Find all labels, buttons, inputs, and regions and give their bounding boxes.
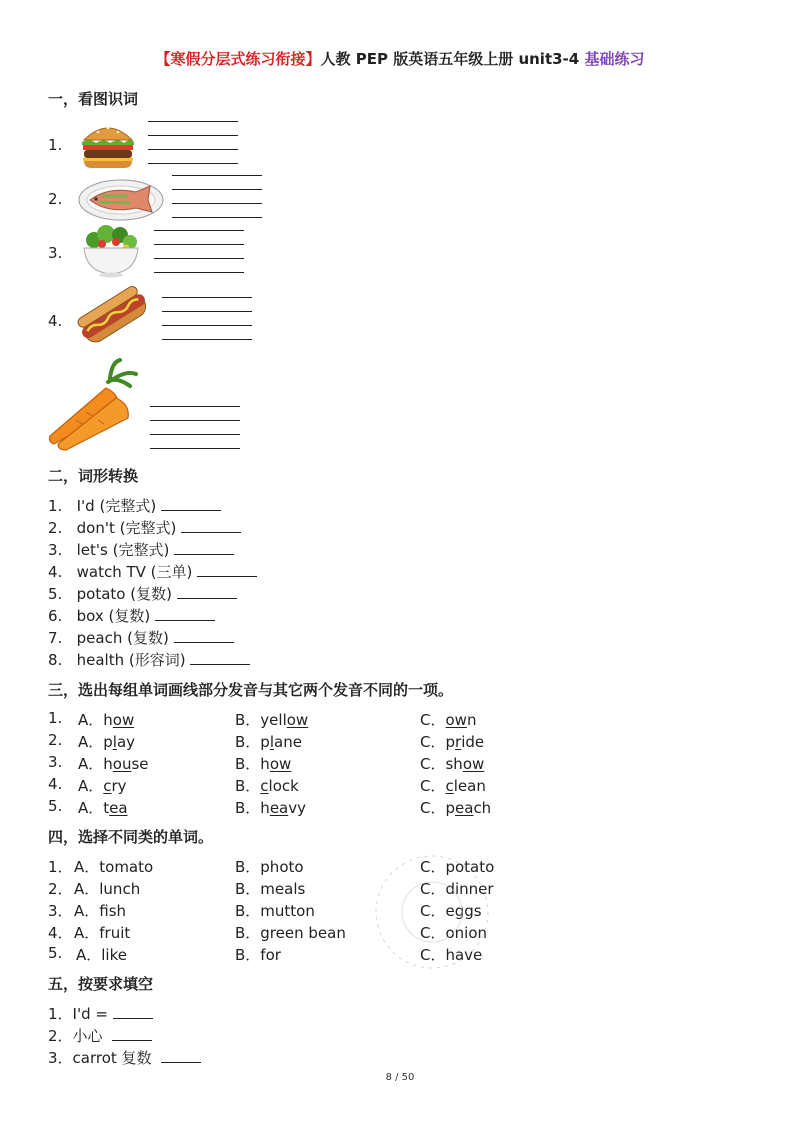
- list-item: [48, 539, 234, 560]
- item-number: 1．: [48, 1005, 73, 1023]
- section4-heading: 四，选择不同类的单词。: [48, 828, 214, 846]
- answer-blank[interactable]: [174, 553, 234, 555]
- question-number: 3．: [48, 902, 73, 920]
- page-number: 8 / 50: [385, 1072, 415, 1083]
- question-number: 5.: [48, 797, 63, 815]
- option-c[interactable]: C．pride: [420, 733, 485, 751]
- answer-line: [162, 297, 252, 298]
- option-b[interactable]: B．yellow: [235, 711, 309, 729]
- answer-blank[interactable]: [155, 619, 215, 621]
- option-a[interactable]: A．tea: [78, 799, 128, 817]
- option-a[interactable]: A．cry: [78, 777, 127, 795]
- answer-line: [150, 434, 240, 435]
- item-text: I'd (完整式): [76, 497, 157, 515]
- list-item: [48, 1025, 152, 1046]
- answer-line: [150, 406, 240, 407]
- option-a[interactable]: A．tomato: [74, 858, 154, 876]
- item-number: 1.: [48, 497, 63, 515]
- answer-line: [150, 448, 240, 449]
- option-b[interactable]: B．how: [235, 755, 292, 773]
- option-b[interactable]: B．photo: [235, 858, 304, 876]
- list-item: [48, 561, 257, 582]
- section5-heading: 五，按要求填空: [48, 975, 154, 993]
- item-text: watch TV (三单): [76, 563, 193, 581]
- answer-line: [162, 325, 252, 326]
- item-text: box (复数): [76, 607, 151, 625]
- answer-line: [150, 420, 240, 421]
- question-number: 3.: [48, 753, 63, 771]
- list-item: [48, 605, 215, 626]
- option-a[interactable]: A．lunch: [74, 880, 141, 898]
- option-a[interactable]: A．like: [76, 946, 127, 964]
- watermark-stamp: [362, 842, 502, 982]
- question-number: 1．: [48, 858, 73, 876]
- answer-line: [154, 244, 244, 245]
- item-number: 4.: [48, 563, 63, 581]
- answer-line: [172, 203, 262, 204]
- option-b[interactable]: B．heavy: [235, 799, 306, 817]
- answer-line: [162, 311, 252, 312]
- answer-line: [154, 272, 244, 273]
- answer-blank[interactable]: [174, 641, 234, 643]
- item3-number: 3.: [48, 244, 63, 262]
- item-number: 2.: [48, 519, 63, 537]
- answer-blank[interactable]: [197, 575, 257, 577]
- list-item: [48, 627, 234, 648]
- answer-line: [148, 149, 238, 150]
- title-tag: 【寒假分层式练习衔接】: [155, 50, 321, 68]
- question-number: 1.: [48, 709, 63, 727]
- answer-line: [172, 189, 262, 190]
- list-item: [48, 649, 250, 670]
- option-a[interactable]: A．house: [78, 755, 149, 773]
- item1-number: 1.: [48, 136, 63, 154]
- item-text: I'd =: [72, 1005, 108, 1023]
- question-number: 4.: [48, 775, 63, 793]
- carrot-image: [46, 358, 142, 454]
- answer-blank[interactable]: [161, 1061, 201, 1063]
- option-a[interactable]: A．fish: [74, 902, 127, 920]
- section2-heading: 二，词形转换: [48, 467, 139, 485]
- page-title: [0, 48, 800, 69]
- answer-blank[interactable]: [181, 531, 241, 533]
- item-number: 7.: [48, 629, 63, 647]
- option-c[interactable]: C．onion: [420, 924, 488, 942]
- section3-heading: 三，选出每组单词画线部分发音与其它两个发音不同的一项。: [48, 681, 454, 699]
- item4-number: 4.: [48, 312, 63, 330]
- option-c[interactable]: C．have: [420, 946, 483, 964]
- question-number: 4．: [48, 924, 73, 942]
- hamburger-image: [78, 118, 138, 170]
- item-number: 6.: [48, 607, 63, 625]
- item-text: let's (完整式): [76, 541, 170, 559]
- option-c[interactable]: C．potato: [420, 858, 495, 876]
- option-b[interactable]: B．clock: [235, 777, 299, 795]
- question-number: 2．: [48, 880, 73, 898]
- item-number: 2．: [48, 1027, 73, 1045]
- option-c[interactable]: C．eggs: [420, 902, 482, 920]
- option-c[interactable]: C．own: [420, 711, 477, 729]
- list-item: [48, 1047, 201, 1068]
- item-text: potato (复数): [76, 585, 172, 603]
- answer-blank[interactable]: [112, 1039, 152, 1041]
- option-b[interactable]: B．for: [235, 946, 281, 964]
- section1-heading: 一，看图识词: [48, 90, 139, 108]
- answer-blank[interactable]: [161, 509, 221, 511]
- list-item: [48, 583, 237, 604]
- item-number: 3．: [48, 1049, 73, 1067]
- option-a[interactable]: A．fruit: [74, 924, 131, 942]
- option-a[interactable]: A．play: [78, 733, 136, 751]
- question-number: 5.: [48, 944, 63, 962]
- answer-line: [172, 217, 262, 218]
- list-item: [48, 495, 221, 516]
- answer-line: [148, 121, 238, 122]
- item2-number: 2.: [48, 190, 63, 208]
- list-item: [48, 517, 241, 538]
- answer-blank[interactable]: [177, 597, 237, 599]
- item-number: 5.: [48, 585, 63, 603]
- answer-line: [162, 339, 252, 340]
- answer-line: [148, 163, 238, 164]
- option-a[interactable]: A．how: [78, 711, 135, 729]
- title-suffix: 基础练习: [584, 50, 645, 68]
- item-text: don't (完整式): [76, 519, 177, 537]
- answer-line: [154, 258, 244, 259]
- item-text: carrot 复数: [72, 1049, 152, 1067]
- salad-bowl-image: [80, 222, 142, 278]
- option-b[interactable]: B．meals: [235, 880, 306, 898]
- answer-blank[interactable]: [190, 663, 250, 665]
- hot-dog-image: [76, 284, 152, 350]
- item-text: peach (复数): [76, 629, 169, 647]
- title-main: 人教 PEP 版英语五年级上册 unit3-4: [320, 50, 580, 68]
- item-number: 8.: [48, 651, 63, 669]
- option-b[interactable]: B．mutton: [235, 902, 315, 920]
- option-c[interactable]: C．peach: [420, 799, 492, 817]
- item-text: health (形容词): [76, 651, 186, 669]
- item-text: 小心: [72, 1027, 103, 1045]
- option-c[interactable]: C．show: [420, 755, 485, 773]
- option-c[interactable]: C．clean: [420, 777, 486, 795]
- option-c[interactable]: C．dinner: [420, 880, 494, 898]
- item-number: 3.: [48, 541, 63, 559]
- list-item: [48, 1003, 153, 1024]
- option-b[interactable]: B．green bean: [235, 924, 346, 942]
- question-number: 2.: [48, 731, 63, 749]
- answer-line: [154, 230, 244, 231]
- fish-dish-image: [78, 178, 164, 222]
- answer-line: [148, 135, 238, 136]
- answer-blank[interactable]: [113, 1017, 153, 1019]
- answer-line: [172, 175, 262, 176]
- option-b[interactable]: B．plane: [235, 733, 302, 751]
